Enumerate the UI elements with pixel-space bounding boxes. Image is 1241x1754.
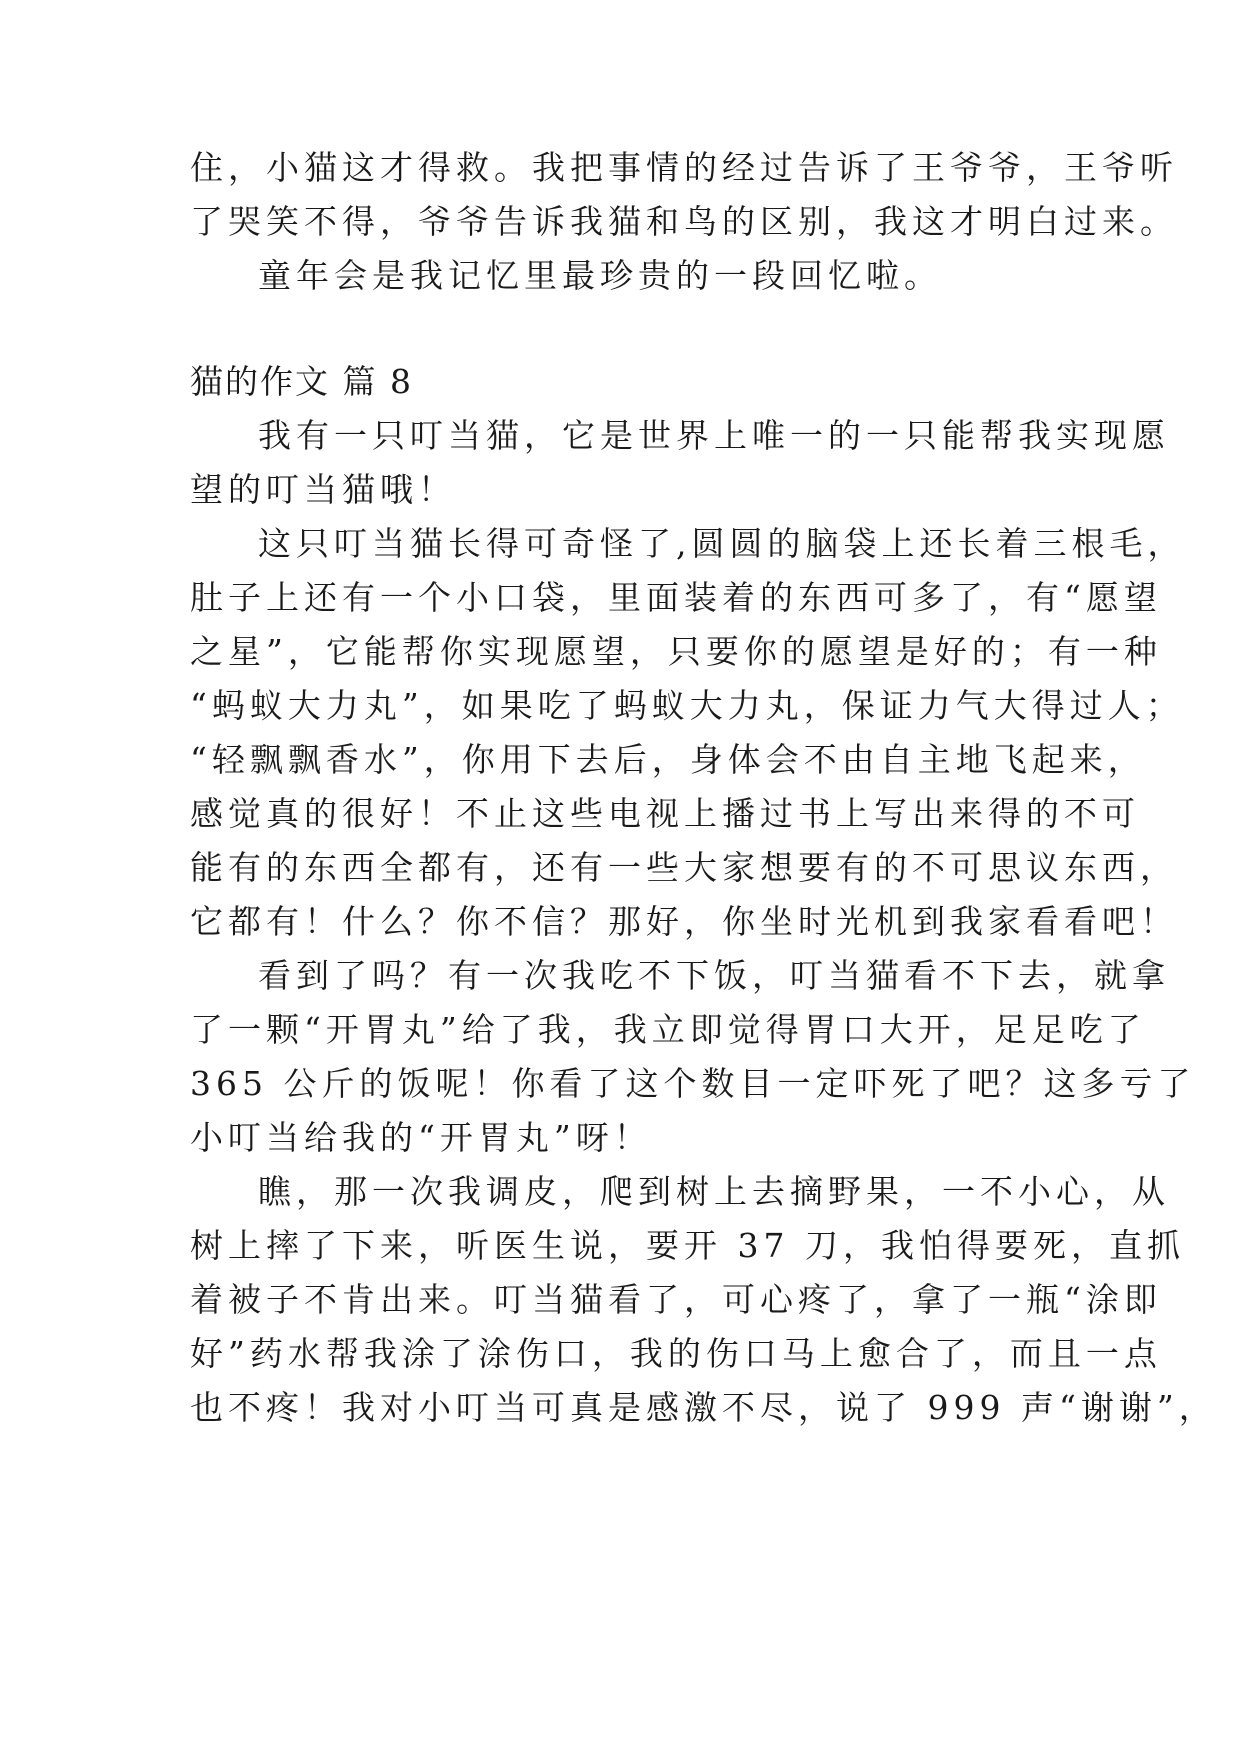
text-line: 365 公斤的饭呢！你看了这个数目一定吓死了吧？这多亏了 [190,1064,1196,1103]
text-line: 它都有！什么？你不信？那好，你坐时光机到我家看看吧！ [190,902,1178,941]
text-line: 之星”，它能帮你实现愿望，只要你的愿望是好的；有一种 [190,632,1162,671]
text-line: 能有的东西全都有，还有一些大家想要有的不可思议东西， [190,848,1178,887]
text-line: 住，小猫这才得救。我把事情的经过告诉了王爷爷，王爷听 [190,148,1178,187]
text-line: 也不疼！我对小叮当可真是感激不尽，说了 999 声“谢谢”， [190,1388,1217,1427]
text-line: 小叮当给我的“开胃丸”呀！ [190,1118,652,1157]
text-line: “轻飘飘香水”，你用下去后，身体会不由自主地飞起来， [190,740,1146,779]
text-line: 好”药水帮我涂了涂伤口，我的伤口马上愈合了，而且一点 [190,1334,1162,1373]
text-line: 着被子不肯出来。叮当猫看了，可心疼了，拿了一瓶“涂即 [190,1280,1162,1319]
text-line: 感觉真的很好！不止这些电视上播过书上写出来得的不可 [190,794,1140,833]
text-line: 了哭笑不得，爷爷告诉我猫和鸟的区别，我这才明白过来。 [190,202,1178,241]
text-line: 望的叮当猫哦！ [190,470,456,509]
section-title: 猫的作文 篇 8 [190,362,413,401]
text-line: 瞧，那一次我调皮，爬到树上去摘野果，一不小心，从 [258,1172,1170,1211]
text-line: 我有一只叮当猫，它是世界上唯一的一只能帮我实现愿 [258,416,1170,455]
text-line: 童年会是我记忆里最珍贵的一段回忆啦。 [258,256,942,295]
text-line: 肚子上还有一个小口袋，里面装着的东西可多了，有“愿望 [190,578,1162,617]
text-line: 这只叮当猫长得可奇怪了,圆圆的脑袋上还长着三根毛， [258,524,1186,563]
text-line: 看到了吗？有一次我吃不下饭，叮当猫看不下去，就拿 [258,956,1170,995]
text-line: “蚂蚁大力丸”，如果吃了蚂蚁大力丸，保证力气大得过人； [190,686,1184,725]
text-line: 了一颗“开胃丸”给了我，我立即觉得胃口大开，足足吃了 [190,1010,1146,1049]
text-line: 树上摔了下来，听医生说，要开 37 刀，我怕得要死，直抓 [190,1226,1185,1265]
